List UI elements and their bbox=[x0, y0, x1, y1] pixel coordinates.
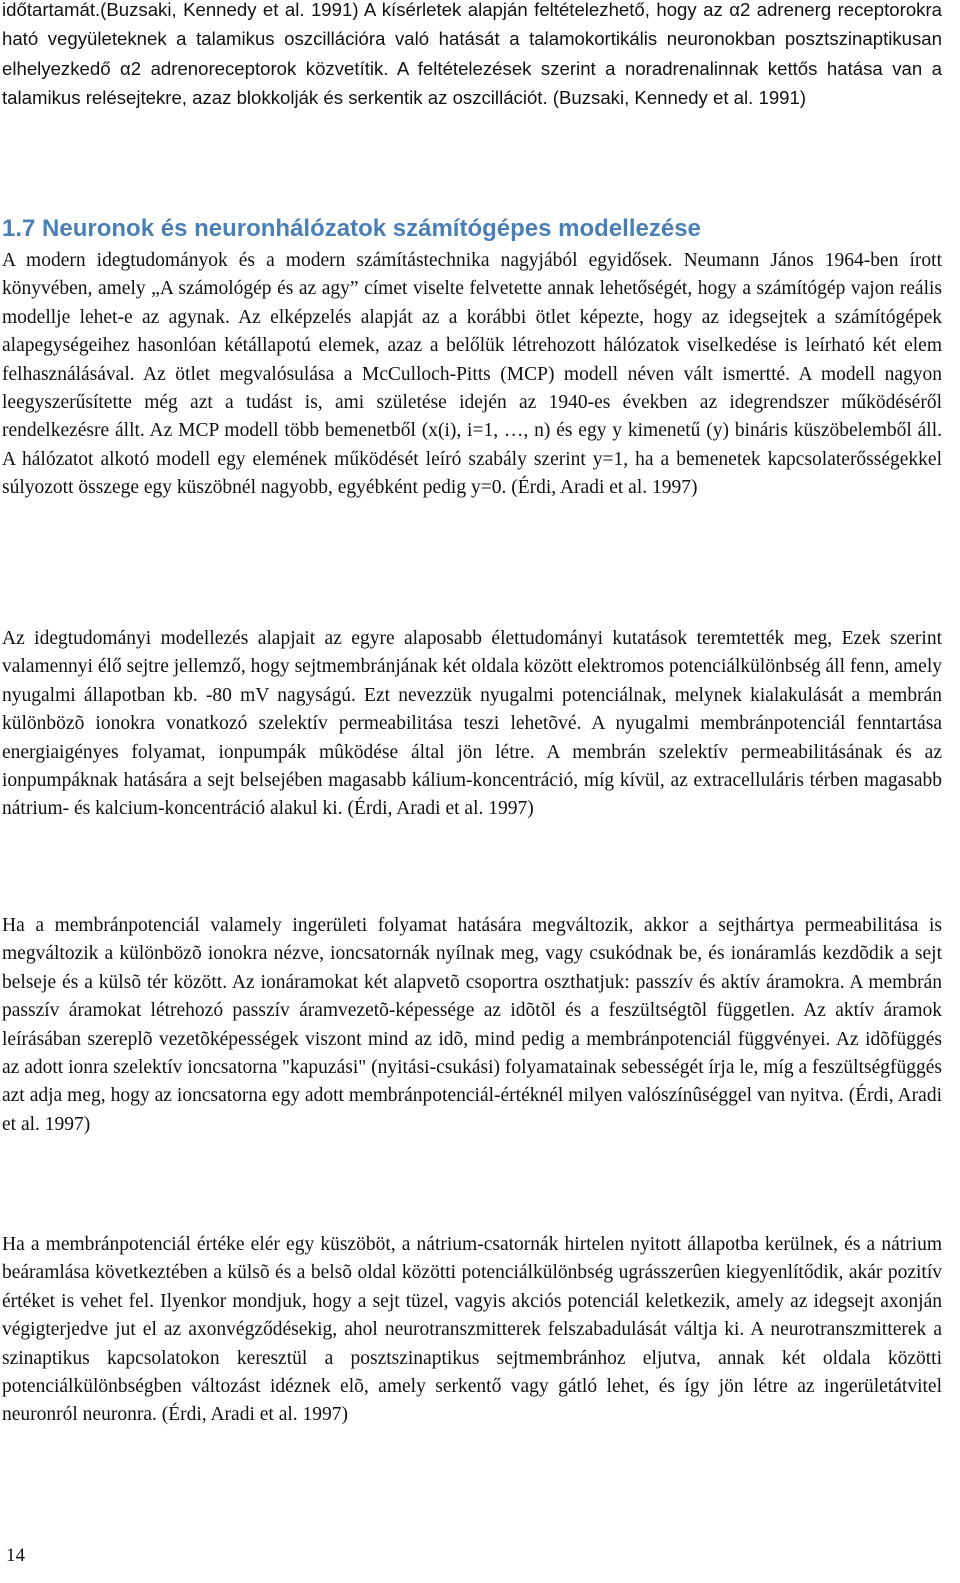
body-paragraph-1: A modern idegtudományok és a modern számítástechnika nagyjából egyidősek. Neumann János 1964-ben írott könyvében, amely „A számológép és az agy” címet viselte felvetette annak lehetőségét, hogy a számítógép vajon reális modellje lehet-e az agynak. Az elképzelés alapját az a korábbi ötlet képezte, hogy az idegsejtek a számítógépek alapegységeihez hasonlóan kétállapotú elemek, azaz a belőlük létrehozott hálózatok viselkedése is leírható két elem felhasználásával. Az ötlet megvalósulása a McCulloch-Pitts (MCP) modell néven vált ismertté. A modell nagyon leegyszerűsítette még azt a tudást is, ami születése idején az 1940-es években az idegrendszer működéséről rendelkezésre állt. Az MCP modell több bemenetből (x(i), i=1, …, n) és egy y kimenetű (y) bináris küszöbelemből áll. A hálózatot alkotó modell egy elemének működését leíró szabály szerint y=1, ha a bemenetek kapcsolaterősségekkel súlyozott összege egy küszöbnél nagyobb, egyébként pedig y=0. (Érdi, Aradi et al. 1997) bbox=[2, 250, 942, 499]
top-paragraph bbox=[2, 0, 942, 114]
section-heading bbox=[2, 214, 701, 244]
top-paragraph-text: időtartamát.(Buzsaki, Kennedy et al. 1991) A kísérletek alapján feltételezhető, hogy az α2 adrenerg receptorokra ható vegyületeknek a talamikus oszcillációra való hatását a talamokortikális neuronokban posztszinaptikusan elhelyezkedő α2 adrenoreceptorok közvetítik. A feltételezések szerint a noradrenalinnak kettős hatása van a talamikus relésejtekre, azaz blokkolják és serkentik az oszcillációt. (Buzsaki, Kennedy et al. 1991) bbox=[2, 0, 942, 109]
body-paragraph-3: Ha a membránpotenciál valamely ingerületi folyamat hatására megváltozik, akkor a sejthártya permeabilitása is megváltozik a különbözõ ionokra nézve, ioncsatornák nyílnak meg, vagy csukódnak be, és ionáramlás kezdõdik a sejt belseje és a külsõ tér között. Az ionáramokat két alapvetõ csoportra oszthatjuk: passzív és aktív áramokra. A membrán passzív áramokat létrehozó passzív áramvezetõ-képessége az idõtõl és a feszültségtõl független. Az aktív áramok leírásában szereplõ vezetõképességek viszont mind az idõ, mind pedig a membránpotenciál függvényei. Az idõfüggés az adott ionra szelektív ioncsatorna "kapuzási" (nyitási-csukási) folyamatainak sebességét írja le, míg a feszültségfüggés azt adja meg, hogy az ioncsatorna egy adott membránpotenciál-értéknél milyen valószínûséggel van nyitva. (Érdi, Aradi et al. 1997) bbox=[2, 915, 942, 1135]
section-title: Neuronok és neuronhálózatok számítógépes modellezése bbox=[42, 215, 701, 242]
body-paragraph-4: Ha a membránpotenciál értéke elér egy küszöböt, a nátrium-csatornák hirtelen nyitott állapotba kerülnek, és a nátrium beáramlása következtében a külsõ és a belsõ oldal közötti potenciálkülönbség ugrásszerûen kiegyenlítődik, akár pozitív értéket is vehet fel. Ilyenkor mondjuk, hogy a sejt tüzel, vagyis akciós potenciál keletkezik, amely az idegsejt axonján végigterjedve jut el az axonvégződésekig, ahol neurotranszmitterek felszabadulását váltja ki. A neurotranszmitterek a szinaptikus kapcsolatokon keresztül a posztszinaptikus sejtmembránhoz eljutva, annak két oldala közötti potenciálkülönbségben változást idéznek elõ, amely serkentő vagy gátló lehet, és így jön létre az ingerületátvitel neuronról neuronra. (Érdi, Aradi et al. 1997) bbox=[2, 1234, 942, 1426]
body-paragraph-2: Az idegtudományi modellezés alapjait az egyre alaposabb élettudományi kutatások teremtették meg, Ezek szerint valamennyi élő sejtre jellemző, hogy sejtmembránjának két oldala között elektromos potenciálkülönbség áll fenn, amely nyugalmi állapotban kb. -80 mV nagyságú. Ezt nevezzük nyugalmi potenciálnak, melynek kialakulását a membrán különbözõ ionokra vonatkozó szelektív permeabilitása teszi lehetõvé. A nyugalmi membránpotenciál fenntartása energiaigényes folyamat, ionpumpák mûködése által jön létre. A membrán szelektív permeabilitásának és az ionpumpáknak hatására a sejt belsejében magasabb kálium-koncentráció, míg kívül, az extracelluláris térben magasabb nátrium- és kalcium-koncentráció alakul ki. (Érdi, Aradi et al. 1997) bbox=[2, 628, 942, 820]
section-number: 1.7 bbox=[2, 215, 36, 242]
page-number: 14 bbox=[6, 1545, 25, 1566]
